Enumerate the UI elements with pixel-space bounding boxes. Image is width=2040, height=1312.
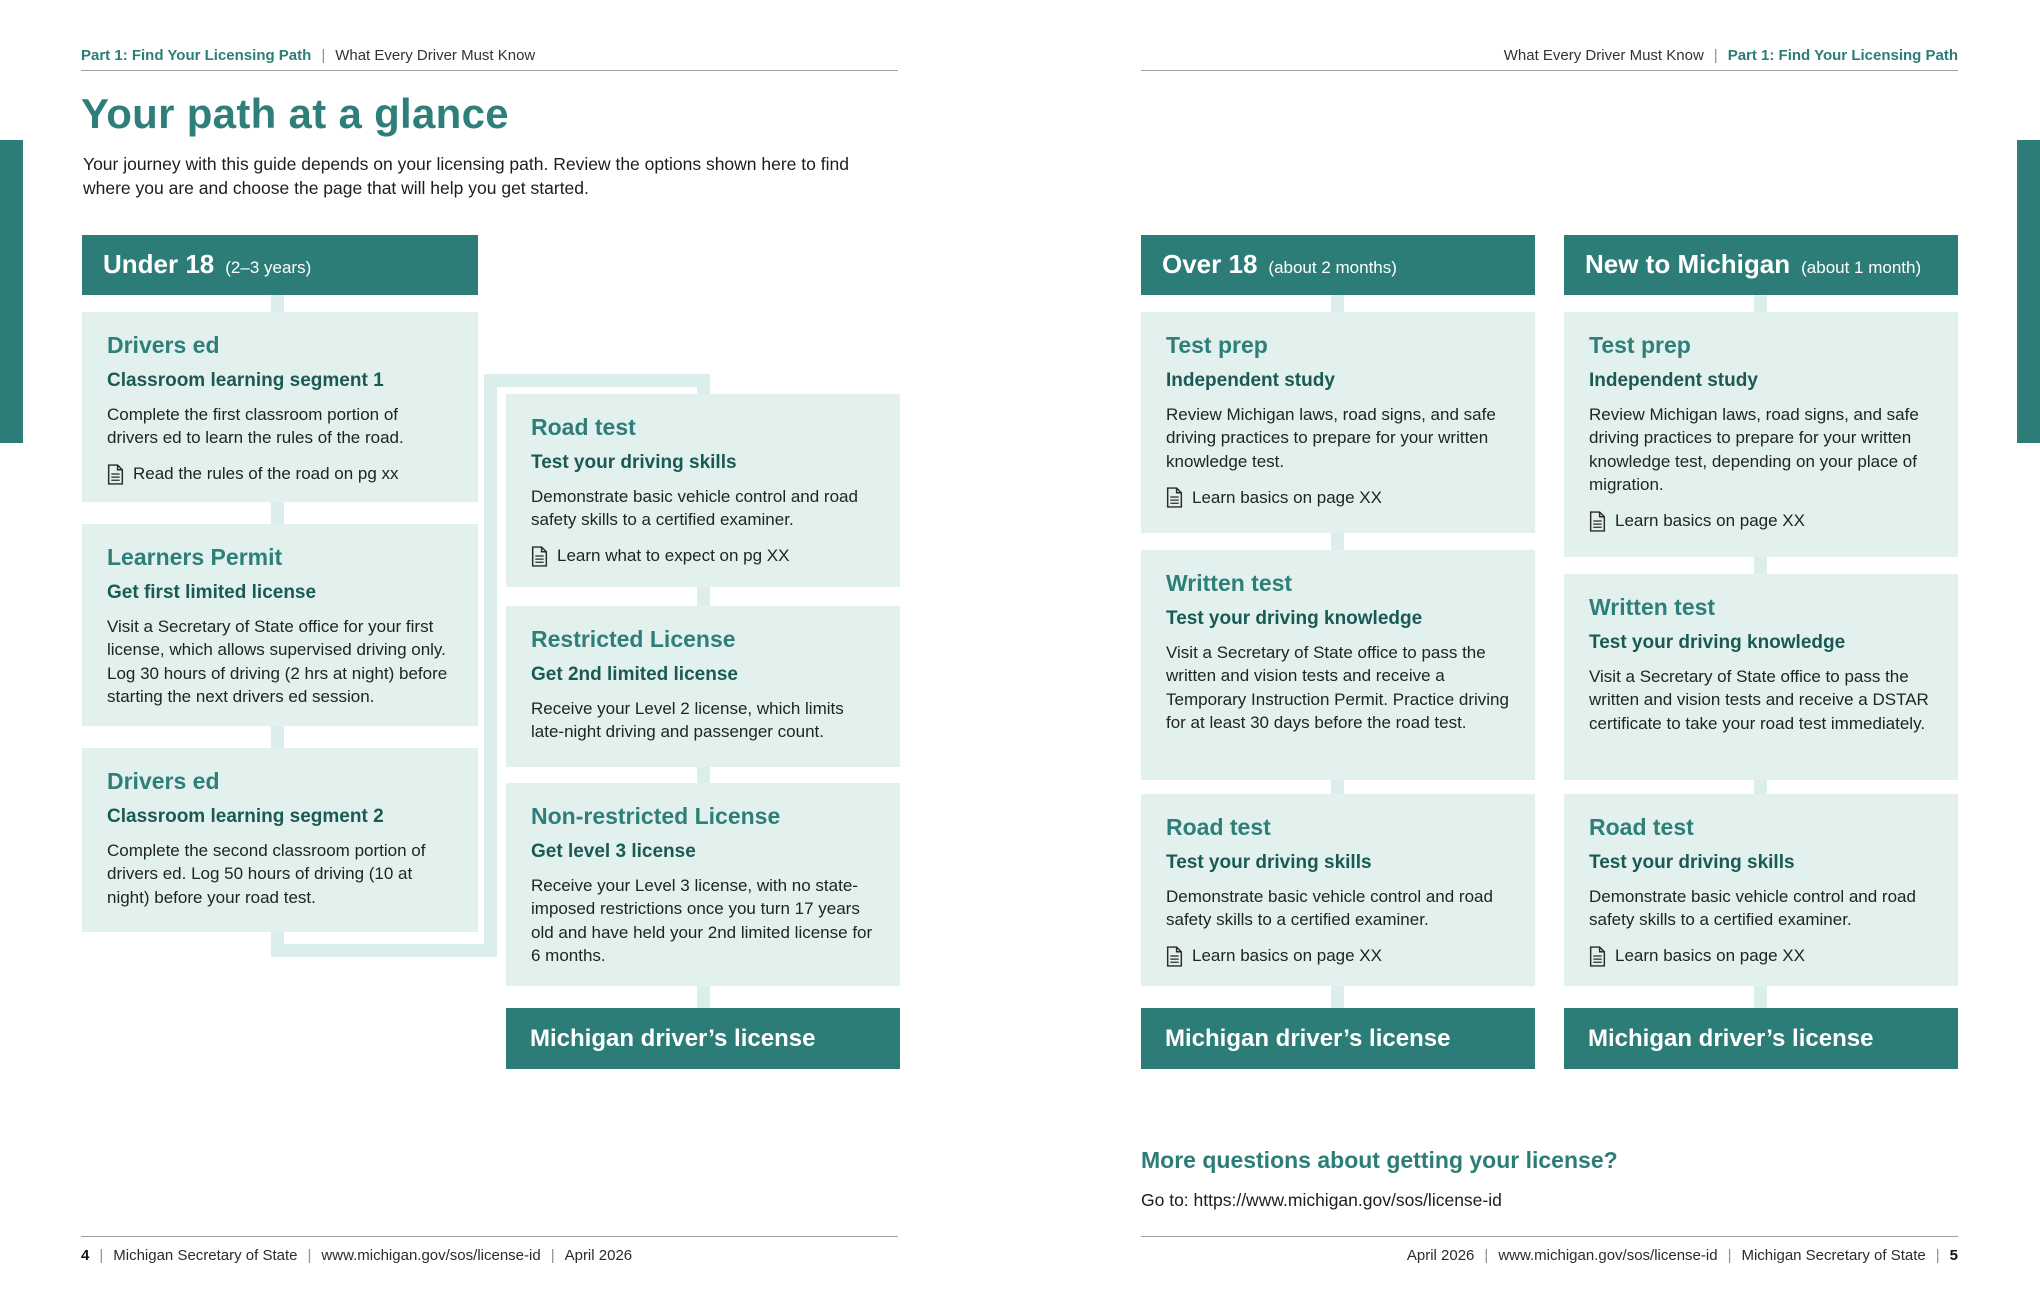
footer-separator: |: [1484, 1247, 1489, 1264]
path-duration: (2–3 years): [225, 258, 312, 277]
page-reference-link[interactable]: [1166, 946, 1510, 967]
connector: [1754, 556, 1767, 575]
footer-separator: |: [550, 1247, 555, 1264]
header-rule-left: [81, 70, 898, 71]
running-header-left: [81, 47, 535, 64]
running-header-part-label: Part 1: Find Your Licensing Path: [1727, 47, 1958, 64]
card-test-prep-new-to-michigan: [1564, 312, 1958, 557]
connector: [1754, 295, 1767, 313]
more-questions-heading: More questions about getting your license?: [1141, 1147, 1618, 1173]
step-body: Complete the first classroom portion of drivers ed to learn the rules of the road.: [107, 405, 404, 448]
step-body: Receive your Level 3 license, with no state-imposed restrictions once you turn 17 years old and have held your 2nd limited license for 6 months.: [531, 876, 873, 966]
page-reference-text: Learn what to expect on pg XX: [557, 546, 790, 566]
step-subtitle: Test your driving skills: [531, 452, 737, 473]
connector: [697, 586, 710, 607]
footer-separator: |: [1935, 1247, 1940, 1264]
card-non-restricted-license: [506, 783, 900, 986]
step-body: Demonstrate basic vehicle control and road safety skills to a certified examiner.: [1166, 887, 1493, 930]
step-title: Written test: [1589, 594, 1716, 620]
step-title: Drivers ed: [107, 332, 220, 358]
running-header-part-label: Part 1: Find Your Licensing Path: [81, 47, 312, 64]
step-body: Review Michigan laws, road signs, and safe driving practices to prepare for your written knowledge test.: [1166, 405, 1496, 471]
path-header-new-to-michigan: [1564, 235, 1958, 295]
connector: [1331, 985, 1344, 1009]
result-banner-over-18: Michigan driver’s license: [1141, 1008, 1535, 1069]
footer-rule-right: [1141, 1236, 1958, 1237]
path-label: Over 18: [1162, 249, 1258, 279]
page-reference-link[interactable]: [531, 546, 875, 567]
step-body: Review Michigan laws, road signs, and safe driving practices to prepare for your written knowledge test, depending on your place of migration.: [1589, 405, 1919, 495]
page-title: Your path at a glance: [81, 90, 509, 137]
page-reference-link[interactable]: [1589, 511, 1933, 532]
step-subtitle: Independent study: [1589, 370, 1758, 391]
result-banner-new-to-michigan: Michigan driver’s license: [1564, 1008, 1958, 1069]
document-icon: [1589, 946, 1606, 967]
page-reference-text: Learn basics on page XX: [1192, 946, 1382, 966]
footer-date: April 2026: [564, 1247, 633, 1264]
card-road-test-new-to-michigan: [1564, 794, 1958, 986]
running-header-separator: |: [321, 47, 326, 64]
step-body: Visit a Secretary of State office to pass the written and vision tests and receive a DSTAR certificate to take your road test immediately.: [1589, 667, 1929, 733]
card-test-prep-over-18: [1141, 312, 1535, 533]
connector: [484, 374, 710, 387]
step-body: Demonstrate basic vehicle control and road safety skills to a certified examiner.: [531, 487, 858, 530]
footer-org: Michigan Secretary of State: [113, 1247, 298, 1264]
step-title: Drivers ed: [107, 768, 220, 794]
step-body: Demonstrate basic vehicle control and road safety skills to a certified examiner.: [1589, 887, 1916, 930]
step-title: Road test: [1589, 814, 1694, 840]
document-icon: [531, 546, 548, 567]
connector: [697, 766, 710, 784]
step-subtitle: Classroom learning segment 2: [107, 806, 384, 827]
footer-separator: |: [99, 1247, 104, 1264]
footer-url: www.michigan.gov/sos/license-id: [1498, 1247, 1718, 1264]
step-subtitle: Test your driving skills: [1589, 852, 1795, 873]
step-title: Restricted License: [531, 626, 736, 652]
section-tab-left: [0, 140, 23, 443]
page-reference-text: Learn basics on page XX: [1615, 511, 1805, 531]
step-subtitle: Get first limited license: [107, 582, 317, 603]
connector: [1754, 985, 1767, 1009]
step-body: Visit a Secretary of State office to pass the written and vision tests and receive a Temporary Instruction Permit. Practice driving for at least 30 days before the road test.: [1166, 643, 1509, 733]
footer-rule-left: [81, 1236, 898, 1237]
running-header-section-label: What Every Driver Must Know: [335, 47, 536, 64]
step-subtitle: Test your driving knowledge: [1589, 632, 1846, 653]
header-rule-right: [1141, 70, 1958, 71]
connector: [271, 944, 497, 957]
step-title: Test prep: [1166, 332, 1268, 358]
document-icon: [107, 464, 124, 485]
path-header-under-18: [82, 235, 478, 295]
connector: [271, 725, 284, 749]
card-written-test-over-18: [1141, 550, 1535, 780]
document-icon: [1166, 946, 1183, 967]
step-subtitle: Classroom learning segment 1: [107, 370, 384, 391]
step-body: Receive your Level 2 license, which limits late-night driving and passenger count.: [531, 699, 844, 742]
result-banner-under-18: Michigan driver’s license: [506, 1008, 900, 1069]
page-reference-text: Learn basics on page XX: [1192, 487, 1382, 507]
connector: [271, 501, 284, 525]
document-icon: [1589, 511, 1606, 532]
step-title: Non-restricted License: [531, 803, 781, 829]
step-title: Written test: [1166, 570, 1293, 596]
step-subtitle: Test your driving knowledge: [1166, 608, 1423, 629]
running-header-section-label: What Every Driver Must Know: [1503, 47, 1704, 64]
step-title: Road test: [531, 414, 636, 440]
footer-right: [1141, 1247, 1958, 1264]
path-duration: (about 1 month): [1801, 258, 1922, 277]
card-road-test-over-18: [1141, 794, 1535, 986]
page-reference-text: Learn basics on page XX: [1615, 946, 1805, 966]
step-subtitle: Get 2nd limited license: [531, 664, 738, 685]
step-subtitle: Test your driving skills: [1166, 852, 1372, 873]
document-icon: [1166, 487, 1183, 508]
path-label: New to Michigan: [1585, 249, 1791, 279]
card-drivers-ed-segment-2: [82, 748, 478, 932]
page-number: 5: [1949, 1247, 1958, 1264]
connector: [697, 380, 710, 395]
running-header-right: [1141, 47, 1958, 64]
card-written-test-new-to-michigan: [1564, 574, 1958, 780]
path-header-over-18: [1141, 235, 1535, 295]
running-header-separator: |: [1713, 47, 1718, 64]
connector: [1331, 532, 1344, 551]
footer-org: Michigan Secretary of State: [1741, 1247, 1926, 1264]
connector: [697, 985, 710, 1009]
footer-left: [81, 1247, 632, 1264]
step-body: Complete the second classroom portion of drivers ed. Log 50 hours of driving (10 at night) before your road test.: [107, 841, 426, 907]
card-drivers-ed-segment-1: [82, 312, 478, 502]
page-reference-text: Read the rules of the road on pg xx: [133, 464, 399, 484]
section-tab-right: [2017, 140, 2040, 443]
step-title: Learners Permit: [107, 544, 283, 570]
footer-separator: |: [1727, 1247, 1732, 1264]
footer-url: www.michigan.gov/sos/license-id: [321, 1247, 541, 1264]
path-label: Under 18: [103, 249, 215, 279]
step-title: Test prep: [1589, 332, 1691, 358]
step-title: Road test: [1166, 814, 1271, 840]
more-questions-url[interactable]: Go to: https://www.michigan.gov/sos/license-id: [1141, 1190, 1502, 1210]
path-duration: (about 2 months): [1268, 258, 1397, 277]
card-road-test-under-18: [506, 394, 900, 587]
connector: [1331, 779, 1344, 795]
connector: [1754, 779, 1767, 795]
connector: [1331, 295, 1344, 313]
step-body: Visit a Secretary of State office for your first license, which allows supervised driving only. Log 30 hours of driving (2 hrs at night) before starting the next drivers ed session.: [107, 617, 448, 707]
footer-date: April 2026: [1406, 1247, 1475, 1264]
card-restricted-license: [506, 606, 900, 767]
page-reference-link[interactable]: [1589, 946, 1933, 967]
step-subtitle: Get level 3 license: [531, 841, 696, 862]
step-subtitle: Independent study: [1166, 370, 1335, 391]
connector: [484, 374, 497, 957]
card-learners-permit: [82, 524, 478, 726]
page-reference-link[interactable]: [107, 464, 453, 485]
page-number: 4: [81, 1247, 90, 1264]
connector: [271, 295, 284, 313]
footer-separator: |: [307, 1247, 312, 1264]
page-intro: Your journey with this guide depends on your licensing path. Review the options shown here to find where you are and choose the page that will help you get started.: [83, 154, 849, 199]
page-reference-link[interactable]: [1166, 487, 1510, 508]
